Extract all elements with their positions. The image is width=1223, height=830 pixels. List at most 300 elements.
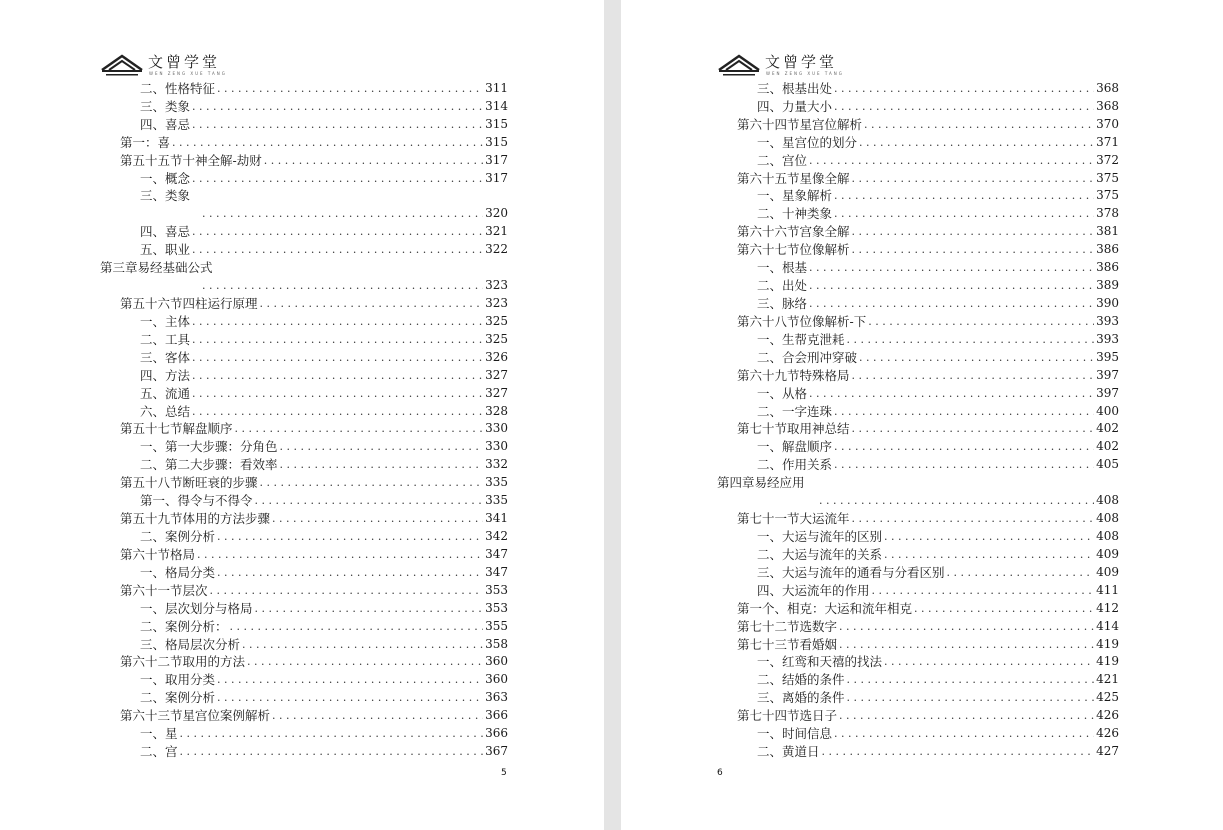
toc-entry-page: 408 (1096, 511, 1119, 526)
toc-entry-page: 378 (1096, 206, 1119, 221)
toc-entry-page: 328 (485, 403, 508, 418)
toc-entry-page: 409 (1096, 546, 1119, 561)
toc-entry-title: 第七十三节看婚姻 (737, 636, 838, 652)
toc-entry-title: 二、宫 (140, 744, 178, 760)
toc-entry-page: 358 (485, 636, 508, 651)
toc-leader-dots (202, 206, 483, 221)
toc-entry-page: 397 (1096, 385, 1119, 400)
toc-entry-page: 405 (1096, 457, 1119, 472)
toc-entry-title: 一、生帮克泄耗 (757, 331, 845, 347)
brand-name: 文曾学堂 (765, 53, 838, 71)
toc-entry-title: 第七十一节大运流年 (737, 511, 850, 527)
toc-leader-dots (839, 637, 1094, 652)
toc-entry-title: 第七十四节选日子 (737, 708, 838, 724)
toc-entry[interactable] (717, 257, 1119, 275)
page-left (0, 0, 604, 830)
toc-leader-dots (834, 188, 1094, 203)
toc-entry-title: 第五十五节十神全解-劫财 (120, 152, 262, 168)
toc-entry-page: 347 (485, 546, 508, 561)
toc-leader-dots (884, 654, 1094, 669)
toc-entry[interactable] (717, 293, 1119, 311)
toc-entry-page: 372 (1096, 152, 1119, 167)
toc-entry-title: 一、主体 (140, 313, 191, 329)
toc-entry-title: 二、案例分析： (140, 618, 228, 634)
toc-entry-title: 一、星 (140, 726, 178, 742)
toc-entry[interactable] (100, 257, 508, 275)
toc-entry-page: 360 (485, 654, 508, 669)
roof-icon (100, 50, 144, 80)
roof-icon (717, 50, 761, 80)
toc-leader-dots (192, 404, 483, 419)
toc-entry-title: 第六十一节层次 (120, 582, 208, 598)
toc-entry[interactable] (717, 239, 1119, 257)
toc-leader-dots (834, 81, 1094, 96)
toc-entry-title: 一、大运与流年的区别 (757, 528, 883, 544)
brand-subtitle: WEN ZENG XUE TANG (766, 71, 844, 76)
toc-leader-dots (819, 493, 1094, 508)
toc-leader-dots (864, 117, 1094, 132)
toc-entry[interactable] (717, 132, 1119, 150)
toc-leader-dots (272, 511, 483, 526)
toc-entry-title: 四、大运流年的作用 (757, 582, 870, 598)
toc-entry-page: 311 (485, 80, 508, 95)
toc-entry-page: 409 (1096, 564, 1119, 579)
toc-leader-dots (809, 296, 1094, 311)
toc-entry[interactable] (100, 652, 508, 670)
toc-entry-page: 426 (1096, 726, 1119, 741)
toc-leader-dots (852, 511, 1095, 526)
toc-entry[interactable] (717, 311, 1119, 329)
toc-entry[interactable] (100, 239, 508, 257)
toc-entry-title: 第一、得令与不得令 (140, 493, 253, 509)
toc-entry-title: 二、宫位 (757, 152, 808, 168)
toc-entry-page: 397 (1096, 367, 1119, 382)
toc-leader-dots (847, 332, 1095, 347)
toc-entry[interactable] (717, 616, 1119, 634)
brand-subtitle: WEN ZENG XUE TANG (149, 71, 227, 76)
toc-entry-title: 二、合会刑冲穿破 (757, 349, 858, 365)
toc-entry-page: 325 (485, 313, 508, 328)
toc-entry-title: 二、一字连珠 (757, 403, 833, 419)
toc-entry[interactable] (717, 705, 1119, 723)
toc-entry-page: 327 (485, 385, 508, 400)
toc-entry-title: 四、喜忌 (140, 224, 191, 240)
toc-entry[interactable] (100, 508, 508, 526)
toc-entry-title: 二、案例分析 (140, 690, 216, 706)
toc-entry-title: 第六十六节宫象全解 (737, 224, 850, 240)
toc-entry-page: 426 (1096, 708, 1119, 723)
toc-leader-dots (914, 601, 1094, 616)
toc-entry-title: 第七十节取用神总结 (737, 421, 850, 437)
toc-leader-dots (847, 672, 1095, 687)
toc-entry-page: 353 (485, 600, 508, 615)
toc-entry-page: 408 (1096, 528, 1119, 543)
toc-entry-page: 393 (1096, 313, 1119, 328)
toc-entry-page: 353 (485, 582, 508, 597)
toc-entry-title: 一、层次划分与格局 (140, 600, 253, 616)
toc-leader-dots (834, 726, 1094, 741)
toc-entry[interactable] (100, 472, 508, 490)
toc-entry[interactable] (100, 203, 508, 221)
toc-leader-dots (834, 457, 1094, 472)
toc-entry-title: 二、性格特征 (140, 80, 216, 96)
toc-entry-title: 第六十五节星像全解 (737, 170, 850, 186)
toc-entry[interactable] (100, 96, 508, 114)
toc-leader-dots (852, 224, 1095, 239)
toc-entry-title: 二、十神类象 (757, 206, 833, 222)
toc-leader-dots (260, 475, 484, 490)
toc-leader-dots (280, 439, 484, 454)
toc-leader-dots (852, 171, 1095, 186)
toc-entry[interactable] (100, 741, 508, 759)
toc-leader-dots (210, 583, 484, 598)
toc-leader-dots (272, 708, 483, 723)
toc-entry[interactable] (100, 168, 508, 186)
toc-entry-page: 411 (1096, 582, 1119, 597)
toc-entry[interactable] (100, 526, 508, 544)
toc-entry-title: 第五十七节解盘顺序 (120, 421, 233, 437)
toc-entry[interactable] (100, 616, 508, 634)
toc-leader-dots (809, 153, 1094, 168)
toc-entry[interactable] (717, 741, 1119, 759)
toc-entry-title: 第三章易经基础公式 (100, 260, 213, 276)
toc-entry-title: 三、离婚的条件 (757, 690, 845, 706)
toc-entry-page: 400 (1096, 403, 1119, 418)
toc-entry-title: 一、概念 (140, 170, 191, 186)
toc-leader-dots (192, 242, 483, 257)
toc-entry[interactable] (100, 419, 508, 437)
toc-entry-title: 第六十节格局 (120, 546, 196, 562)
toc-entry[interactable] (717, 419, 1119, 437)
toc-leader-dots (217, 529, 483, 544)
toc-leader-dots (180, 744, 484, 759)
toc-entry[interactable] (717, 526, 1119, 544)
toc-entry[interactable] (100, 634, 508, 652)
toc-entry[interactable] (717, 96, 1119, 114)
toc-leader-dots (852, 242, 1095, 257)
toc-entry-title: 第七十二节选数字 (737, 618, 838, 634)
toc-leader-dots (852, 368, 1095, 383)
toc-entry[interactable] (717, 78, 1119, 96)
toc-leader-dots (192, 368, 483, 383)
toc-entry[interactable] (717, 436, 1119, 454)
toc-entry-page: 323 (485, 278, 508, 293)
toc-entry[interactable] (717, 329, 1119, 347)
toc-entry-title: 一、格局分类 (140, 564, 216, 580)
toc-entry-title: 第五十九节体用的方法步骤 (120, 511, 271, 527)
toc-entry[interactable] (717, 454, 1119, 472)
toc-entry[interactable] (100, 186, 508, 204)
toc-leader-dots (217, 565, 483, 580)
toc-entry[interactable] (100, 293, 508, 311)
toc-entry-title: 三、根基出处 (757, 80, 833, 96)
toc-entry-page: 320 (485, 206, 508, 221)
toc-entry-page: 330 (485, 439, 508, 454)
toc-entry[interactable] (717, 383, 1119, 401)
toc-leader-dots (852, 421, 1095, 436)
toc-entry-page: 367 (485, 744, 508, 759)
toc-entry-title: 四、喜忌 (140, 116, 191, 132)
toc-entry[interactable] (717, 723, 1119, 741)
toc-entry-page: 330 (485, 421, 508, 436)
toc-entry[interactable] (717, 652, 1119, 670)
toc-leader-dots (192, 224, 483, 239)
toc-leader-dots (834, 206, 1094, 221)
toc-entry-page: 332 (485, 457, 508, 472)
toc-leader-dots (192, 314, 483, 329)
toc-entry[interactable] (100, 311, 508, 329)
toc-entry[interactable] (717, 186, 1119, 204)
toc-entry[interactable] (100, 544, 508, 562)
toc-leader-dots (947, 565, 1095, 580)
toc-entry-page: 419 (1096, 636, 1119, 651)
toc-leader-dots (859, 350, 1094, 365)
toc-entry-page: 322 (485, 242, 508, 257)
toc-entry-page: 360 (485, 672, 508, 687)
toc-entry-title: 三、大运与流年的通看与分看区别 (757, 564, 945, 580)
toc-entry-page: 335 (485, 475, 508, 490)
toc-entry-title: 第六十八节位像解析-下 (737, 313, 867, 329)
toc-entry[interactable] (100, 150, 508, 168)
toc-entry-page: 326 (485, 349, 508, 364)
toc-entry-page: 395 (1096, 349, 1119, 364)
toc-leader-dots (822, 744, 1095, 759)
toc-entry[interactable] (717, 114, 1119, 132)
toc-list (100, 78, 508, 759)
toc-entry-title: 第一个、相克：大运和流年相克 (737, 600, 913, 616)
toc-entry-page: 317 (485, 152, 508, 167)
toc-leader-dots (255, 493, 484, 508)
toc-entry-page: 366 (485, 726, 508, 741)
toc-entry-title: 一、红鸾和天禧的找法 (757, 654, 883, 670)
toc-leader-dots (260, 296, 484, 311)
toc-leader-dots (839, 619, 1094, 634)
toc-entry-page: 347 (485, 564, 508, 579)
toc-entry-page: 363 (485, 690, 508, 705)
toc-entry-title: 一、星宫位的划分 (757, 134, 858, 150)
toc-leader-dots (192, 350, 483, 365)
toc-leader-dots (859, 135, 1094, 150)
toc-entry-page: 315 (485, 134, 508, 149)
toc-entry-page: 370 (1096, 116, 1119, 131)
toc-entry[interactable] (100, 454, 508, 472)
toc-leader-dots (255, 601, 484, 616)
toc-entry-title: 五、流通 (140, 385, 191, 401)
toc-leader-dots (809, 386, 1094, 401)
toc-entry-title: 五、职业 (140, 242, 191, 258)
toc-entry-title: 一、从格 (757, 385, 808, 401)
toc-leader-dots (242, 637, 483, 652)
toc-entry[interactable] (717, 472, 1119, 490)
toc-entry[interactable] (717, 687, 1119, 705)
toc-entry-page: 325 (485, 331, 508, 346)
toc-entry-title: 二、结婚的条件 (757, 672, 845, 688)
toc-leader-dots (230, 619, 484, 634)
toc-leader-dots (809, 278, 1094, 293)
toc-entry[interactable] (100, 687, 508, 705)
toc-entry-page: 341 (485, 511, 508, 526)
toc-entry-title: 二、黄道日 (757, 744, 820, 760)
toc-entry[interactable] (717, 275, 1119, 293)
toc-entry-title: 二、案例分析 (140, 528, 216, 544)
toc-entry-title: 一、根基 (757, 260, 808, 276)
toc-entry[interactable] (717, 490, 1119, 508)
toc-entry-title: 一、第一大步骤：分角色 (140, 439, 278, 455)
toc-entry-page: 393 (1096, 331, 1119, 346)
toc-entry-title: 二、工具 (140, 331, 191, 347)
toc-leader-dots (217, 81, 483, 96)
toc-leader-dots (197, 547, 483, 562)
toc-entry-page: 386 (1096, 242, 1119, 257)
toc-leader-dots (235, 421, 484, 436)
toc-entry[interactable] (100, 598, 508, 616)
toc-entry[interactable] (100, 329, 508, 347)
toc-entry[interactable] (100, 580, 508, 598)
toc-entry[interactable] (717, 508, 1119, 526)
toc-entry-title: 一、时间信息 (757, 726, 833, 742)
toc-entry-page: 366 (485, 708, 508, 723)
page-right (621, 0, 1223, 830)
toc-entry[interactable] (100, 562, 508, 580)
toc-entry[interactable] (717, 544, 1119, 562)
brand-name: 文曾学堂 (148, 53, 221, 71)
toc-entry-page: 427 (1096, 744, 1119, 759)
toc-entry-page: 315 (485, 116, 508, 131)
toc-entry[interactable] (717, 221, 1119, 239)
toc-entry-title: 三、类象 (140, 188, 191, 204)
toc-leader-dots (192, 99, 483, 114)
page-number: 5 (501, 768, 507, 778)
toc-leader-dots (280, 457, 484, 472)
toc-leader-dots (180, 726, 484, 741)
toc-entry-title: 三、类象 (140, 98, 191, 114)
toc-entry-title: 第一：喜 (120, 134, 171, 150)
toc-entry-title: 一、星象解析 (757, 188, 833, 204)
toc-entry-title: 二、第二大步骤：看效率 (140, 457, 278, 473)
toc-entry[interactable] (100, 275, 508, 293)
toc-leader-dots (217, 690, 483, 705)
toc-entry[interactable] (717, 401, 1119, 419)
toc-leader-dots (202, 278, 483, 293)
toc-leader-dots (868, 314, 1094, 329)
toc-entry-title: 三、脉络 (757, 295, 808, 311)
toc-leader-dots (884, 547, 1094, 562)
toc-entry[interactable] (717, 150, 1119, 168)
toc-leader-dots (192, 117, 483, 132)
toc-entry[interactable] (100, 78, 508, 96)
toc-entry[interactable] (100, 383, 508, 401)
toc-entry-page: 414 (1096, 618, 1119, 633)
toc-entry[interactable] (717, 365, 1119, 383)
toc-entry[interactable] (100, 221, 508, 239)
toc-entry[interactable] (100, 132, 508, 150)
toc-entry-page: 321 (485, 224, 508, 239)
toc-leader-dots (834, 99, 1094, 114)
toc-entry[interactable] (100, 669, 508, 687)
toc-leader-dots (809, 260, 1094, 275)
toc-entry-page: 375 (1096, 170, 1119, 185)
toc-entry[interactable] (100, 436, 508, 454)
toc-entry-title: 一、解盘顺序 (757, 439, 833, 455)
toc-entry-title: 第五十八节断旺衰的步骤 (120, 475, 258, 491)
toc-entry-page: 421 (1096, 672, 1119, 687)
toc-entry-title: 三、格局层次分析 (140, 636, 241, 652)
toc-entry-title: 第六十九节特殊格局 (737, 367, 850, 383)
toc-leader-dots (247, 654, 483, 669)
toc-entry-title: 二、作用关系 (757, 457, 833, 473)
toc-entry[interactable] (717, 598, 1119, 616)
toc-entry[interactable] (100, 401, 508, 419)
toc-leader-dots (264, 153, 483, 168)
toc-leader-dots (192, 332, 483, 347)
toc-entry-page: 355 (485, 618, 508, 633)
toc-entry-page: 327 (485, 367, 508, 382)
toc-entry-page: 425 (1096, 690, 1119, 705)
toc-entry-title: 四、方法 (140, 367, 191, 383)
toc-entry[interactable] (717, 168, 1119, 186)
toc-leader-dots (834, 439, 1094, 454)
toc-entry[interactable] (717, 580, 1119, 598)
toc-entry-page: 323 (485, 295, 508, 310)
brand-logo (717, 50, 917, 80)
toc-entry[interactable] (717, 347, 1119, 365)
toc-entry[interactable] (100, 723, 508, 741)
toc-entry[interactable] (717, 203, 1119, 221)
toc-entry-title: 第五十六节四柱运行原理 (120, 295, 258, 311)
toc-entry-page: 375 (1096, 188, 1119, 203)
toc-entry[interactable] (100, 705, 508, 723)
toc-entry-title: 第六十二节取用的方法 (120, 654, 246, 670)
toc-entry-title: 一、取用分类 (140, 672, 216, 688)
toc-entry-page: 342 (485, 528, 508, 543)
toc-entry-page: 402 (1096, 439, 1119, 454)
toc-entry-page: 368 (1096, 80, 1119, 95)
toc-entry-title: 二、出处 (757, 278, 808, 294)
toc-leader-dots (834, 404, 1094, 419)
toc-entry[interactable] (100, 347, 508, 365)
toc-entry-page: 371 (1096, 134, 1119, 149)
toc-entry-page: 317 (485, 170, 508, 185)
toc-leader-dots (872, 583, 1095, 598)
toc-entry[interactable] (717, 669, 1119, 687)
toc-entry[interactable] (100, 114, 508, 132)
toc-entry-page: 314 (485, 98, 508, 113)
toc-entry[interactable] (717, 634, 1119, 652)
toc-leader-dots (847, 690, 1095, 705)
toc-entry-title: 第六十三节星宫位案例解析 (120, 708, 271, 724)
toc-entry-page: 335 (485, 493, 508, 508)
toc-entry[interactable] (717, 562, 1119, 580)
toc-entry-title: 第六十四节星宫位解析 (737, 116, 863, 132)
toc-list (717, 78, 1119, 759)
toc-entry-title: 第六十七节位像解析 (737, 242, 850, 258)
toc-entry-page: 368 (1096, 98, 1119, 113)
toc-leader-dots (172, 135, 483, 150)
toc-leader-dots (839, 708, 1094, 723)
toc-entry-page: 419 (1096, 654, 1119, 669)
toc-entry-title: 第四章易经应用 (717, 475, 805, 491)
toc-entry-page: 412 (1096, 600, 1119, 615)
toc-leader-dots (884, 529, 1094, 544)
toc-entry[interactable] (100, 490, 508, 508)
toc-entry-page: 390 (1096, 295, 1119, 310)
toc-entry-page: 408 (1096, 493, 1119, 508)
toc-entry-title: 六、总结 (140, 403, 191, 419)
toc-entry-page: 386 (1096, 260, 1119, 275)
page-number: 6 (717, 768, 723, 778)
toc-entry[interactable] (100, 365, 508, 383)
toc-leader-dots (192, 386, 483, 401)
